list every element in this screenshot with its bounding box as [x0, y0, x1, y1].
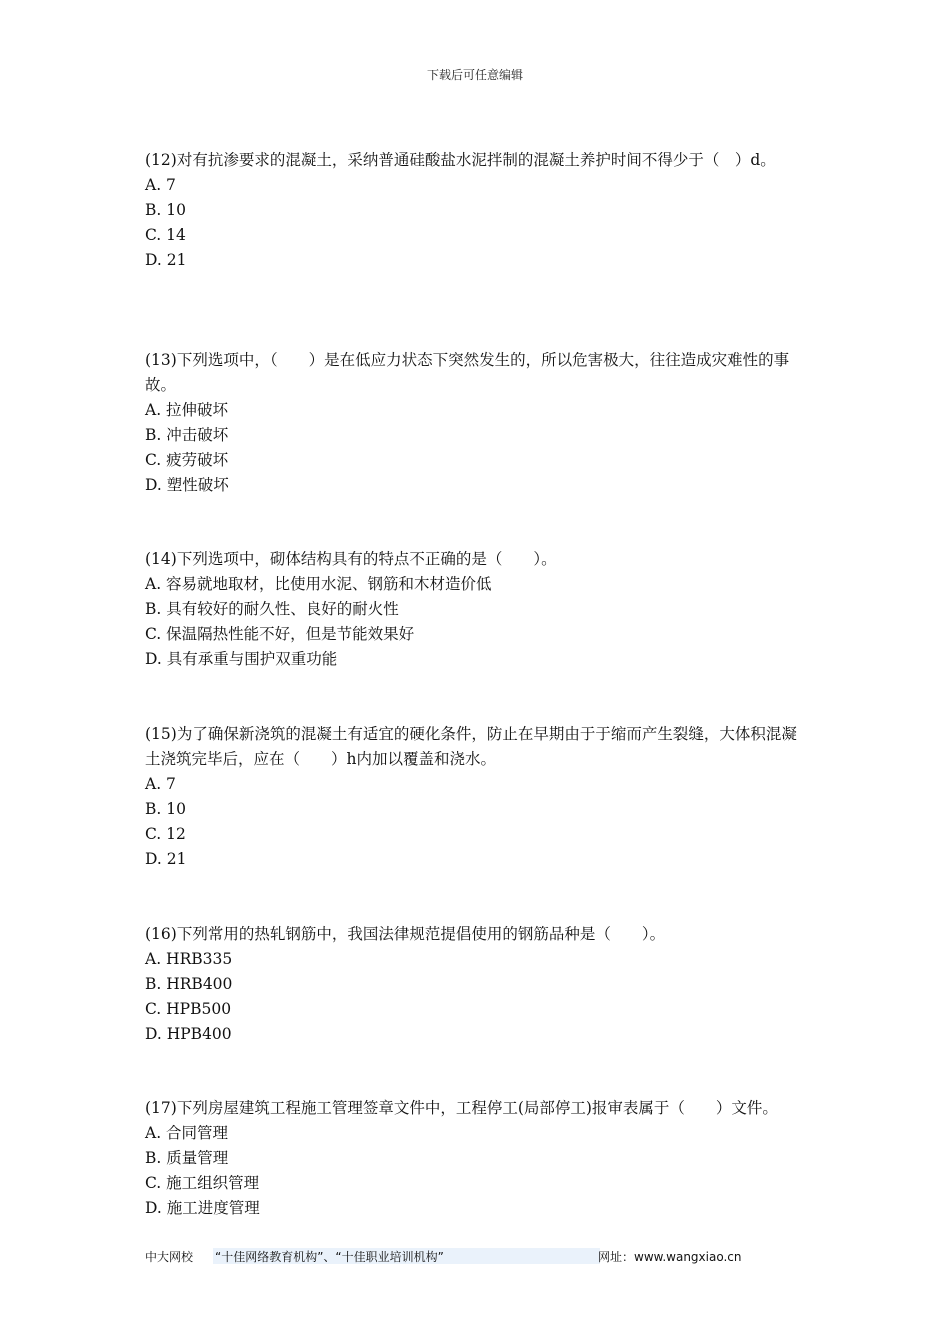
footer-brand: 中大网校: [145, 1250, 194, 1264]
option-b: B. HRB400: [145, 974, 233, 993]
option-d: D. 21: [145, 850, 187, 869]
question-stem: (12)对有抗渗要求的混凝土，采纳普通硅酸盐水泥拌制的混凝土养护时间不得少于（ ）d。: [145, 151, 776, 169]
option-a: A. 容易就地取材，比使用水泥、钢筋和木材造价低: [145, 575, 492, 594]
option-b: B. 冲击破坏: [145, 425, 229, 444]
option-a: A. 合同管理: [145, 1124, 229, 1143]
option-d: D. 具有承重与围护双重功能: [145, 650, 338, 669]
option-d: D. 塑性破坏: [145, 475, 229, 494]
question-15: [145, 722, 810, 922]
option-c: C. 14: [145, 226, 186, 244]
question-list: [145, 148, 810, 1296]
question-stem: (15)为了确保新浇筑的混凝土有适宜的硬化条件，防止在早期由于于缩而产生裂缝，大体积混凝土浇筑完毕后，应在（ ）h内加以覆盖和浇水。: [145, 725, 797, 769]
question-stem: (16)下列常用的热轧钢筋中，我国法律规范提倡使用的钢筋品种是（ ）。: [145, 924, 666, 943]
footer-slogan: “十佳网络教育机构”、“十佳职业培训机构”: [213, 1248, 600, 1264]
option-d: D. HPB400: [145, 1024, 232, 1043]
question-stem: (17)下列房屋建筑工程施工管理签章文件中，工程停工(局部停工)报审表属于（ ）文件。: [145, 1099, 778, 1118]
question-14: [145, 547, 810, 722]
question-stem: (13)下列选项中，（ ）是在低应力状态下突然发生的，所以危害极大，往往造成灾难性的事故。: [145, 350, 790, 394]
option-c: C. 施工组织管理: [145, 1174, 260, 1193]
option-c: C. 保温隔热性能不好，但是节能效果好: [145, 625, 415, 644]
page-footer: [145, 1248, 755, 1266]
option-c: C. HPB500: [145, 999, 232, 1018]
option-d: D. 施工进度管理: [145, 1199, 260, 1218]
question-17: [145, 1096, 810, 1296]
option-a: A. HRB335: [145, 949, 233, 968]
option-a: A. 拉伸破坏: [145, 400, 229, 419]
option-b: B. 10: [145, 800, 186, 819]
footer-website: 网址：www.wangxiao.cn: [598, 1250, 742, 1264]
option-c: C. 疲劳破坏: [145, 450, 229, 469]
question-12: [145, 148, 810, 348]
option-a: A. 7: [145, 775, 176, 794]
option-b: B. 质量管理: [145, 1149, 229, 1168]
question-16: [145, 922, 810, 1097]
option-a: A. 7: [145, 176, 176, 194]
option-b: B. 具有较好的耐久性、良好的耐火性: [145, 600, 399, 619]
page-header: 下载后可任意编辑: [426, 68, 523, 82]
question-stem: (14)下列选项中，砌体结构具有的特点不正确的是（ ）。: [145, 550, 557, 569]
option-b: B. 10: [145, 201, 186, 219]
question-13: [145, 348, 810, 548]
option-c: C. 12: [145, 825, 186, 844]
option-d: D. 21: [145, 251, 187, 269]
